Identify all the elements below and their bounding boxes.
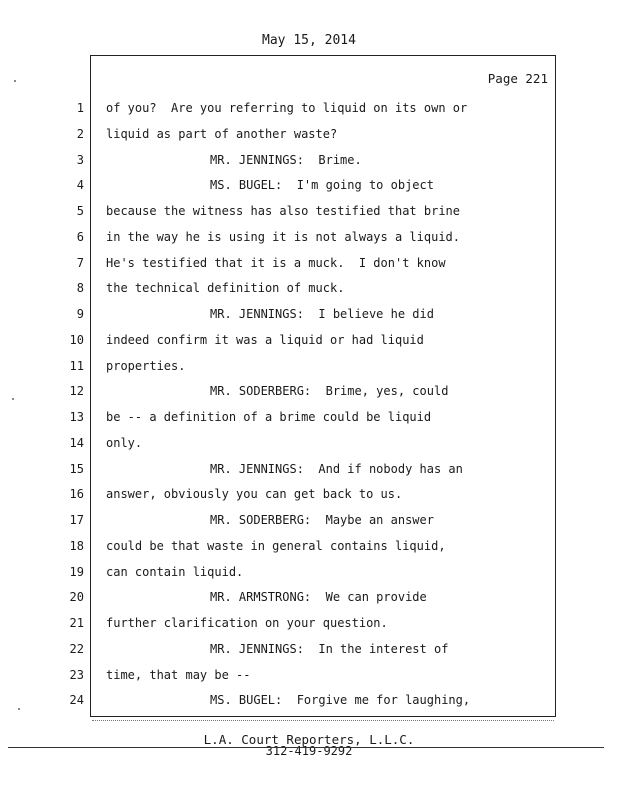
line-text: MR. SODERBERG: Brime, yes, could (210, 384, 449, 398)
line-number: 24 (69, 693, 84, 707)
line-number: 18 (69, 539, 84, 553)
reporter-phone: 312-419-9292 (265, 744, 353, 758)
line-text: only. (106, 436, 143, 450)
line-text: MR. JENNINGS: Brime. (210, 153, 362, 167)
line-text: because the witness has also testified that brine (106, 204, 461, 218)
line-text: further clarification on your question. (106, 616, 388, 630)
line-number: 3 (76, 153, 84, 167)
line-number: 9 (76, 307, 84, 321)
line-text: MR. ARMSTRONG: We can provide (210, 590, 427, 604)
line-number: 14 (69, 436, 84, 450)
line-number: 5 (76, 204, 84, 218)
line-number: 4 (76, 178, 84, 192)
line-number: 8 (76, 281, 84, 295)
scan-speck (12, 398, 14, 400)
line-number: 23 (69, 668, 84, 682)
line-text: be -- a definition of a brime could be liquid (106, 410, 432, 424)
line-number: 20 (69, 590, 84, 604)
line-number: 10 (69, 333, 84, 347)
line-text: answer, obviously you can get back to us. (106, 487, 403, 501)
line-text: MS. BUGEL: Forgive me for laughing, (210, 693, 471, 707)
line-text: could be that waste in general contains liquid, (106, 539, 446, 553)
line-text: MR. JENNINGS: And if nobody has an (210, 462, 463, 476)
line-text: MR. JENNINGS: I believe he did (210, 307, 434, 321)
line-number: 21 (69, 616, 84, 630)
line-text: properties. (106, 359, 186, 373)
line-number: 6 (76, 230, 84, 244)
footer-dotted-rule (92, 720, 554, 721)
line-text: MS. BUGEL: I'm going to object (210, 178, 434, 192)
line-number: 15 (69, 462, 84, 476)
line-number: 2 (76, 127, 84, 141)
line-text: MR. SODERBERG: Maybe an answer (210, 513, 434, 527)
line-number: 13 (69, 410, 84, 424)
scan-speck (18, 708, 20, 710)
line-number: 12 (69, 384, 84, 398)
line-text: time, that may be -- (106, 668, 251, 682)
line-text: can contain liquid. (106, 565, 244, 579)
line-text: the technical definition of muck. (106, 281, 345, 295)
line-number: 11 (69, 359, 84, 373)
scan-speck (14, 80, 16, 82)
footer-rule (8, 747, 604, 748)
page-number: Page 221 (487, 71, 548, 86)
line-number: 16 (69, 487, 84, 501)
line-text: indeed confirm it was a liquid or had liquid (106, 333, 424, 347)
line-number: 22 (69, 642, 84, 656)
line-text: He's testified that it is a muck. I don't know (106, 256, 446, 270)
line-text: of you? Are you referring to liquid on its own or (106, 101, 468, 115)
line-number: 7 (76, 256, 84, 270)
reporter-company: L.A. Court Reporters, L.L.C. (203, 732, 415, 747)
line-text: in the way he is using it is not always a liquid. (106, 230, 461, 244)
line-number: 1 (76, 101, 84, 115)
transcript-date: May 15, 2014 (262, 33, 356, 48)
line-text: liquid as part of another waste? (106, 127, 338, 141)
line-number: 19 (69, 565, 84, 579)
line-text: MR. JENNINGS: In the interest of (210, 642, 449, 656)
line-number: 17 (69, 513, 84, 527)
